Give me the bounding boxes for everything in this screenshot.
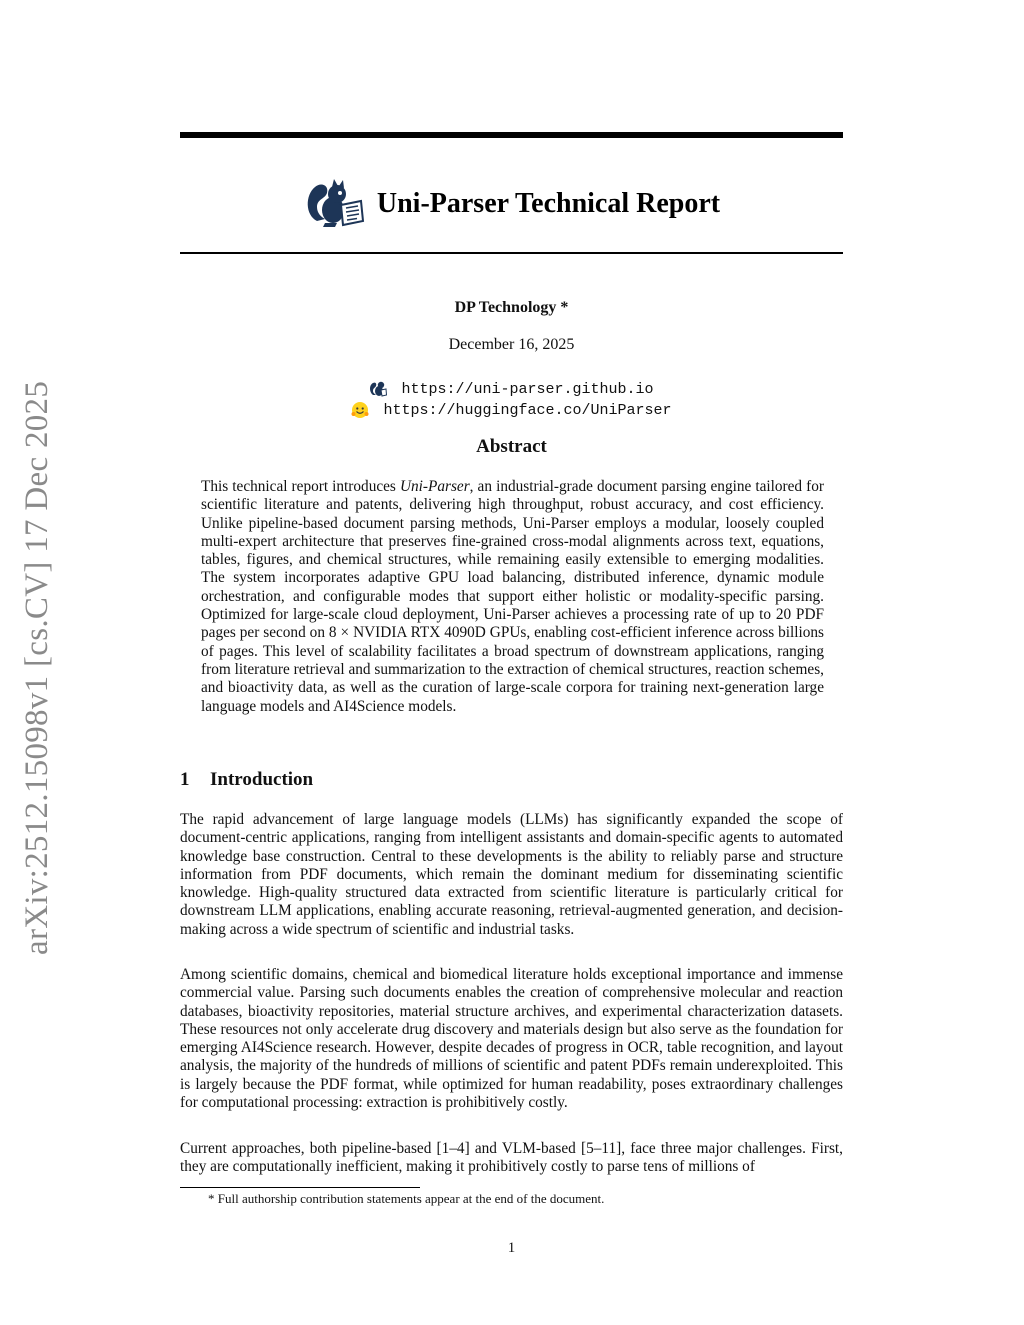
introduction-heading	[180, 769, 313, 791]
intro-paragraph-3: Current approaches, both pipeline-based [1–4] and VLM-based [5–11], face three major challenges. First, they are computationally inefficient, making it prohibitively costly to parse tens of millions of	[180, 1140, 843, 1176]
section-number: 1	[180, 769, 190, 790]
paper-title: Uni-Parser Technical Report	[376, 188, 721, 219]
title-top-rule	[180, 132, 843, 138]
arxiv-identifier: arXiv:2512.15098v1 [cs.CV] 17 Dec 2025	[19, 380, 55, 955]
intro-paragraph-2: Among scientific domains, chemical and biomedical literature holds exceptional importance and immense commercial value. Parsing such documents enables the creation of comprehensive molecular and reaction databases, bioactivity repositories, material structure archives, and experimental characterization datasets. These resources not only accelerate drug discovery and materials design but also serve as the foundation for emerging AI4Science research. However, despite decades of progress in OCR, table recognition, and layout analysis, the majority of the hundreds of millions of scientific and patent PDFs remain underexploited. This is largely because the PDF format, while optimized for human readability, poses extraordinary challenges for computational processing: extraction is prohibitively costly.	[180, 966, 843, 1112]
hugging-face-icon	[351, 401, 369, 419]
section-title: Introduction	[210, 769, 314, 790]
footnote: * Full authorship contribution statements appear at the end of the document.	[208, 1191, 605, 1206]
system-name-emphasis: Uni-Parser	[399, 478, 470, 495]
author-line: DP Technology *	[454, 299, 569, 316]
title-block	[180, 172, 843, 236]
abstract-heading: Abstract	[476, 436, 547, 457]
huggingface-url[interactable]: https://huggingface.co/UniParser	[383, 401, 672, 419]
abstract-text: This technical report introduces Uni-Parser, an industrial-grade document parsing engine tailored for scientific literature and patents, delivering high throughput, robust accuracy, and cost efficiency. Unlike pipeline-based document parsing methods, Uni-Parser employs a modular, loosely coupled multi-expert architecture that preserves fine-grained cross-modal alignments across text, equations, tables, figures, and chemical structures, while remaining easily extensible to emerging modalities. The system incorporates adaptive GPU load balancing, distributed inference, dynamic module orchestration, and configurable modes that support either holistic or modality-specific parsing. Optimized for large-scale cloud deployment, Uni-Parser achieves a processing rate of up to 20 PDF pages per second on 8 × NVIDIA RTX 4090D GPUs, enabling cost-efficient inference across billions of pages. This level of scalability facilitates a broad spectrum of downstream applications, ranging from literature retrieval and summarization to the extraction of chemical structures, reaction schemes, and bioactivity data, as well as the curation of large-scale corpora for training next-generation large language models and AI4Science models.	[201, 478, 824, 715]
intro-paragraph-1: The rapid advancement of large language models (LLMs) has significantly expanded the scope of document-centric applications, ranging from intelligent assistants and domain-specific agents to automated knowledge base construction. Central to these developments is the ability to reliably parse and structure information from PDF documents, which remain the dominant medium for disseminating scientific knowledge. High-quality structured data extracted from scientific literature is particularly critical for downstream LLM applications, enabling accurate reasoning, retrieval-augmented generation, and decision-making across a wide spectrum of scientific and industrial tasks.	[180, 811, 843, 938]
huggingface-link[interactable]	[180, 400, 843, 420]
publication-date: December 16, 2025	[448, 336, 575, 353]
title-bottom-rule	[180, 252, 843, 254]
squirrel-reading-logo-icon	[303, 177, 365, 231]
project-page-url[interactable]: https://uni-parser.github.io	[401, 380, 654, 398]
footnote-rule	[180, 1187, 420, 1188]
squirrel-logo-icon	[369, 380, 387, 398]
project-page-link[interactable]	[180, 379, 843, 399]
page-number: 1	[507, 1240, 516, 1256]
